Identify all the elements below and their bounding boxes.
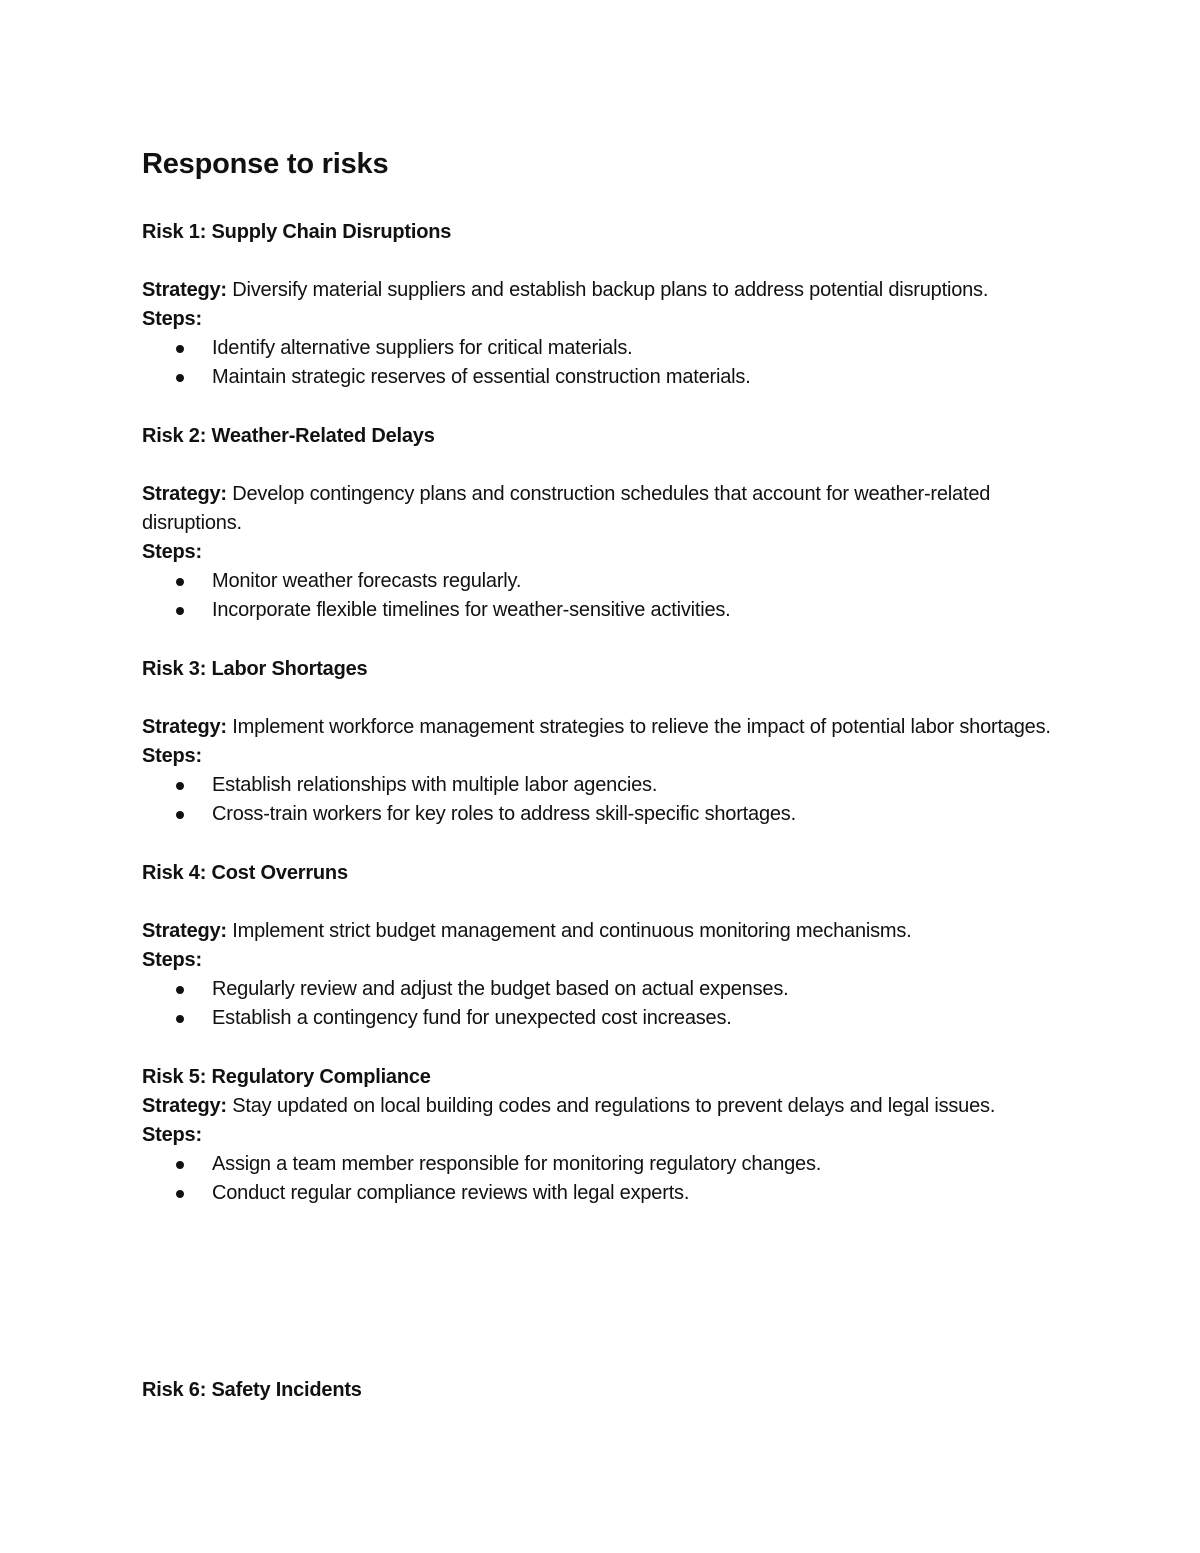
bullet-icon (176, 782, 184, 790)
document-title: Response to risks (142, 148, 389, 180)
bullet-icon (176, 345, 184, 353)
document-page (142, 140, 1072, 1238)
bullet-icon (176, 1161, 184, 1169)
strategy-text: Implement workforce management strategies to relieve the impact of potential labor shortages. (232, 716, 1051, 738)
step-text: Conduct regular compliance reviews with legal experts. (212, 1182, 690, 1204)
steps-label: Steps: (142, 308, 202, 330)
steps-list (142, 975, 1072, 1033)
bullet-icon (176, 607, 184, 615)
steps-label: Steps: (142, 949, 202, 971)
steps-label: Steps: (142, 745, 202, 767)
strategy-text: Diversify material suppliers and establish backup plans to address potential disruptions. (232, 279, 989, 301)
strategy-label: Strategy: (142, 716, 227, 738)
steps-list (142, 771, 1072, 829)
strategy-paragraph (142, 480, 1072, 538)
steps-list (142, 1150, 1072, 1208)
step-text: Identify alternative suppliers for critical materials. (212, 337, 633, 359)
steps-label: Steps: (142, 1124, 202, 1146)
bullet-icon (176, 986, 184, 994)
bullet-icon (176, 374, 184, 382)
step-item (142, 1179, 1072, 1208)
strategy-paragraph (142, 917, 1072, 946)
risk-section-4 (142, 859, 1072, 1033)
step-item (142, 771, 1072, 800)
step-text: Regularly review and adjust the budget based on actual expenses. (212, 978, 789, 1000)
risk-heading: Risk 5: Regulatory Compliance (142, 1066, 431, 1088)
risk-section-6 (142, 1376, 1072, 1434)
risk-heading: Risk 3: Labor Shortages (142, 658, 368, 680)
step-item (142, 363, 1072, 392)
strategy-text: Implement strict budget management and continuous monitoring mechanisms. (232, 920, 912, 942)
risk-heading: Risk 4: Cost Overruns (142, 862, 348, 884)
step-item (142, 1004, 1072, 1033)
steps-label: Steps: (142, 541, 202, 563)
step-text: Monitor weather forecasts regularly. (212, 570, 522, 592)
risk-section-1 (142, 218, 1072, 392)
step-item (142, 975, 1072, 1004)
strategy-label: Strategy: (142, 920, 227, 942)
bullet-icon (176, 1015, 184, 1023)
step-item (142, 567, 1072, 596)
risk-heading: Risk 6: Safety Incidents (142, 1379, 362, 1401)
step-text: Assign a team member responsible for monitoring regulatory changes. (212, 1153, 822, 1175)
bullet-icon (176, 811, 184, 819)
strategy-paragraph (142, 713, 1072, 742)
strategy-label: Strategy: (142, 279, 227, 301)
step-text: Establish a contingency fund for unexpected cost increases. (212, 1007, 732, 1029)
risk-heading: Risk 2: Weather-Related Delays (142, 425, 435, 447)
step-text: Maintain strategic reserves of essential construction materials. (212, 366, 751, 388)
strategy-paragraph (142, 276, 1072, 305)
risk-heading: Risk 1: Supply Chain Disruptions (142, 221, 452, 243)
step-text: Cross-train workers for key roles to address skill-specific shortages. (212, 803, 796, 825)
step-item (142, 800, 1072, 829)
strategy-text: Stay updated on local building codes and regulations to prevent delays and legal issues. (232, 1095, 996, 1117)
risk-section-3 (142, 655, 1072, 829)
steps-list (142, 567, 1072, 625)
risk-section-2 (142, 422, 1072, 625)
steps-list (142, 334, 1072, 392)
bullet-icon (176, 578, 184, 586)
strategy-paragraph (142, 1092, 1072, 1121)
step-text: Incorporate flexible timelines for weather-sensitive activities. (212, 599, 731, 621)
bullet-icon (176, 1190, 184, 1198)
step-item (142, 334, 1072, 363)
step-text: Establish relationships with multiple labor agencies. (212, 774, 658, 796)
strategy-label: Strategy: (142, 483, 227, 505)
step-item (142, 596, 1072, 625)
strategy-text: Develop contingency plans and construction schedules that account for weather-related disruptions. (142, 483, 991, 534)
risk-section-5 (142, 1063, 1072, 1208)
step-item (142, 1150, 1072, 1179)
strategy-label: Strategy: (142, 1095, 227, 1117)
